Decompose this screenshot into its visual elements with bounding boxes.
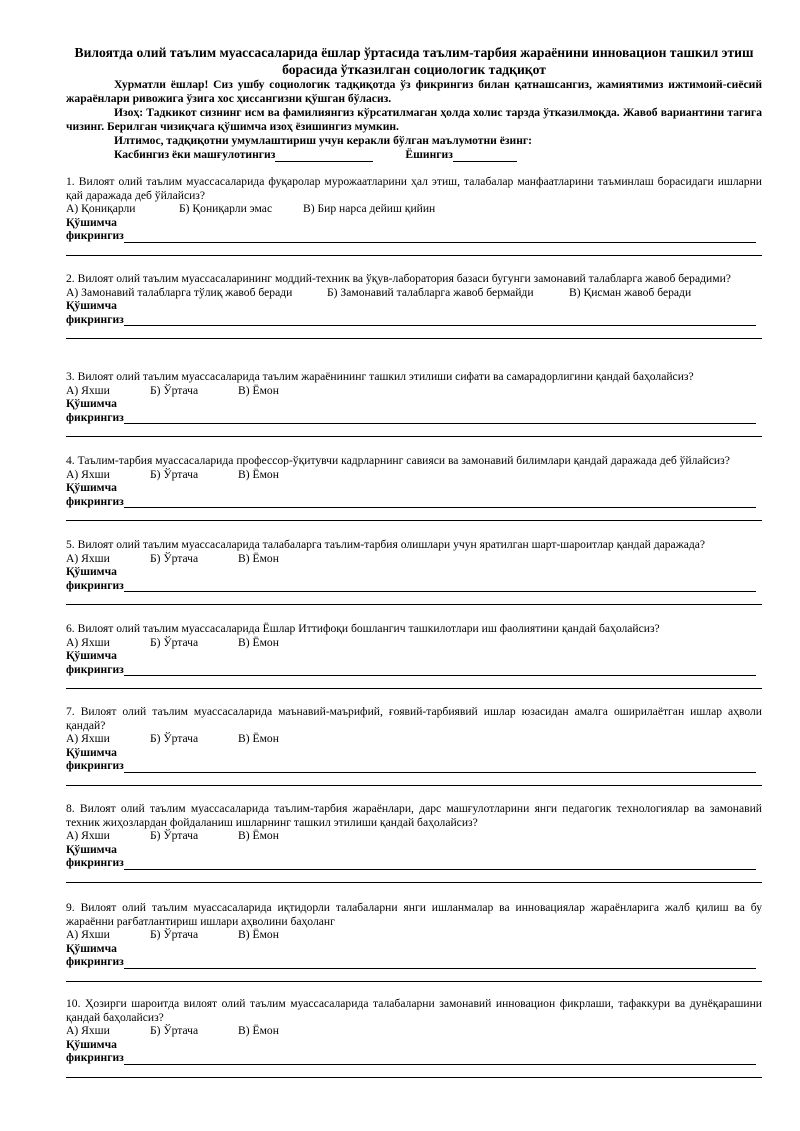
comment-line[interactable] — [124, 858, 756, 870]
extra-comment-label-2: фикрингиз — [66, 410, 124, 424]
comment-line-2[interactable] — [66, 971, 762, 982]
question-5 — [66, 538, 762, 605]
answer-option[interactable]: В) Ёмон — [238, 551, 279, 565]
extra-comment-label-2: фикрингиз — [66, 578, 124, 592]
comment-line[interactable] — [124, 761, 756, 773]
answer-options — [66, 286, 762, 300]
comment-line[interactable] — [124, 412, 756, 424]
question-text: 1. Вилоят олий таълим муассасаларида фуқаролар мурожаатларини ҳал этиш, талабалар манфаатларини таъминлаш борасидаги ишларни қай даражада деб ўйлайсиз? — [66, 175, 762, 202]
answer-option[interactable]: В) Ёмон — [238, 732, 279, 745]
answer-option[interactable]: А) Яхши — [66, 383, 110, 397]
comment-line[interactable] — [124, 580, 756, 592]
age-label: Ёшингиз — [405, 148, 453, 161]
intro-greeting: Хурматли ёшлар! Сиз ушбу социологик тадқиқотда ўз фикрингиз билан қатнашсангиз, жамиятимиз ижтимоий-сиёсий жараёнлари ривожига ўзига хос ҳиссангизни қўшган бўласиз. — [66, 78, 762, 105]
comment-line[interactable] — [124, 314, 756, 326]
answer-options — [66, 732, 762, 746]
intro-block — [66, 78, 762, 162]
answer-option[interactable]: Б) Ўртача — [150, 732, 199, 745]
comment-line-2[interactable] — [66, 1067, 762, 1078]
answer-option[interactable]: В) Ёмон — [238, 1024, 279, 1037]
question-text: 5. Вилоят олий таълим муассасаларида талабаларга таълим-тарбия олишлари учун яратилган шарт-шароитлар қандай даражада? — [66, 538, 706, 551]
question-4 — [66, 454, 762, 521]
answer-option[interactable]: В) Ёмон — [238, 467, 279, 481]
answer-options — [66, 636, 762, 650]
extra-comment-row — [66, 663, 762, 677]
answer-option[interactable]: В) Ёмон — [238, 635, 279, 649]
comment-line-2[interactable] — [66, 426, 762, 437]
answer-option[interactable]: А) Яхши — [66, 467, 110, 481]
extra-comment-row — [66, 856, 762, 870]
extra-comment-label: Қўшимча — [66, 299, 117, 312]
answer-option[interactable]: Б) Ўртача — [150, 467, 199, 481]
question-2 — [66, 272, 762, 339]
extra-comment-row — [66, 1051, 762, 1065]
comment-line[interactable] — [124, 496, 756, 508]
answer-options — [66, 468, 762, 482]
page-title: Вилоятда олий таълим муассасаларида ёшлар ўртасида таълим-тарбия жараёнини инновацион ташкил этиш борасида ўтказилган социологик тадқиқот — [74, 45, 754, 77]
extra-comment-label: Қўшимча — [66, 215, 117, 229]
answer-option[interactable]: Б) Ўртача — [150, 635, 199, 649]
question-text: 7. Вилоят олий таълим муассасаларида маънавий-маърифий, ғоявий-тарбиявий ишлар юзасидан амалга оширилаётган ишлар аҳволи қандай? — [66, 705, 762, 732]
extra-comment-label-2: фикрингиз — [66, 494, 124, 508]
answer-option[interactable]: Б) Ўртача — [150, 1024, 199, 1037]
question-10 — [66, 997, 762, 1078]
extra-comment-row — [66, 411, 762, 425]
extra-comment-row — [66, 759, 762, 773]
answer-option[interactable]: А) Яхши — [66, 551, 110, 565]
extra-comment-row — [66, 495, 762, 509]
answer-option[interactable]: В) Қисман жавоб беради — [569, 285, 692, 299]
answer-option[interactable]: Б) Ўртача — [150, 383, 199, 397]
intro-note: Изоҳ: Тадкикот сизнинг исм ва фамилиянгиз кўрсатилмаган ҳолда холис тарзда ўтказилмоқда. Жавоб вариантини тагига чизинг. Берилган чизиқчага қўшимча изоҳ ёзишингиз мумкин. — [66, 106, 762, 133]
comment-line-2[interactable] — [66, 328, 762, 339]
extra-comment-row — [66, 955, 762, 969]
comment-line-2[interactable] — [66, 678, 762, 689]
extra-comment-row — [66, 229, 762, 243]
question-9 — [66, 901, 762, 982]
comment-line-2[interactable] — [66, 510, 762, 521]
question-7 — [66, 705, 762, 786]
comment-line[interactable] — [124, 664, 756, 676]
extra-comment-label: Қўшимча — [66, 649, 117, 662]
answer-options — [66, 829, 762, 843]
answer-option[interactable]: В) Ёмон — [238, 829, 279, 842]
intro-request: Илтимос, тадқиқотни умумлаштириш учун керакли бўлган маълумотни ёзинг: — [114, 134, 533, 147]
comment-line-2[interactable] — [66, 245, 762, 256]
question-3 — [66, 370, 762, 437]
question-text: 2. Вилоят олий таълим муассасаларининг моддий-техник ва ўқув-лаборатория базаси бугунги замонавий талабларга жавоб берадими? — [66, 272, 731, 285]
question-text: 10. Ҳозирги шароитда вилоят олий таълим муассасаларида талабаларни замонавий инновацион фикрлаши, тафаккури ва дунёқарашини қандай баҳолайсиз? — [66, 997, 762, 1024]
answer-option[interactable]: А) Яхши — [66, 1024, 110, 1037]
answer-options — [66, 928, 762, 942]
extra-comment-label-2: фикрингиз — [66, 759, 124, 772]
question-6 — [66, 622, 762, 689]
profession-field[interactable] — [275, 150, 373, 162]
answer-options — [66, 384, 762, 398]
extra-comment-label-2: фикрингиз — [66, 955, 124, 968]
extra-comment-label: Қўшимча — [66, 565, 117, 578]
comment-line-2[interactable] — [66, 594, 762, 605]
extra-comment-label-2: фикрингиз — [66, 1051, 124, 1064]
answer-option[interactable]: В) Бир нарса дейиш қийин — [303, 202, 436, 215]
answer-option[interactable]: Б) Ўртача — [150, 551, 199, 565]
answer-options — [66, 202, 762, 216]
question-text: 6. Вилоят олий таълим муассасаларида Ёшлар Иттифоқи бошлангич ташкилотлари иш фаолиятини қандай баҳолайсиз? — [66, 622, 660, 635]
extra-comment-label-2: фикрингиз — [66, 856, 124, 869]
question-1 — [66, 175, 762, 256]
question-text: 9. Вилоят олий таълим муассасаларида иқтидорли талабаларни янги ишланмалар ва инновациялар жараёнларига жалб қилиш ва бу жараённи рағбатлантириш ишлари аҳволини баҳоланг — [66, 901, 762, 928]
answer-option[interactable]: В) Ёмон — [238, 383, 279, 397]
extra-comment-label: Қўшимча — [66, 842, 117, 856]
answer-option[interactable]: Б) Ўртача — [150, 829, 199, 842]
extra-comment-row — [66, 313, 762, 327]
extra-comment-label: Қўшимча — [66, 397, 117, 410]
question-text: 3. Вилоят олий таълим муассасаларида таълим жараёнининг ташкил этилиши сифати ва самарадорлигини қандай баҳолайсиз? — [66, 370, 694, 383]
comment-line[interactable] — [124, 957, 756, 969]
answer-option[interactable]: А) Яхши — [66, 829, 110, 842]
answer-options — [66, 552, 762, 566]
extra-comment-label-2: фикрингиз — [66, 229, 124, 242]
extra-comment-label: Қўшимча — [66, 481, 117, 494]
comment-line-2[interactable] — [66, 775, 762, 786]
answer-option[interactable]: А) Яхши — [66, 732, 110, 745]
personal-info-row — [114, 148, 762, 162]
profession-label: Касбингиз ёки машғулотингиз — [114, 148, 276, 161]
extra-comment-label-2: фикрингиз — [66, 312, 124, 326]
answer-option[interactable]: А) Яхши — [66, 635, 110, 649]
answer-option[interactable]: А) Замонавий талабларга тўлиқ жавоб беради — [66, 285, 293, 299]
extra-comment-label: Қўшимча — [66, 1037, 117, 1051]
answer-option[interactable]: А) Яхши — [66, 928, 110, 941]
survey-page — [66, 44, 762, 1064]
extra-comment-row — [66, 579, 762, 593]
comment-line[interactable] — [124, 1053, 756, 1065]
question-text: 4. Таълим-тарбия муассасаларида профессор-ўқитувчи кадрларнинг савияси ва замонавий билимлари қандай даражада деб ўйлайсиз? — [66, 454, 730, 467]
age-field[interactable] — [453, 150, 517, 162]
question-8 — [66, 802, 762, 883]
extra-comment-label: Қўшимча — [66, 941, 117, 955]
answer-option[interactable]: Б) Қониқарли эмас — [179, 202, 273, 215]
comment-line-2[interactable] — [66, 872, 762, 883]
question-text: 8. Вилоят олий таълим муассасаларида таълим-тарбия жараёнлари, дарс машғулотларини янги педагогик технологиялар ва замонавий техник жиҳозлардан фойдаланиш ишларнинг ташкил этилиши қандай баҳолайсиз? — [66, 802, 762, 829]
answer-options — [66, 1024, 762, 1038]
answer-option[interactable]: Б) Ўртача — [150, 928, 199, 941]
answer-option[interactable]: В) Ёмон — [238, 928, 279, 941]
answer-option[interactable]: Б) Замонавий талабларга жавоб бермайди — [327, 285, 534, 299]
extra-comment-label: Қўшимча — [66, 745, 117, 759]
comment-line[interactable] — [124, 231, 756, 243]
extra-comment-label-2: фикрингиз — [66, 662, 124, 676]
answer-option[interactable]: А) Қониқарли — [66, 202, 136, 215]
